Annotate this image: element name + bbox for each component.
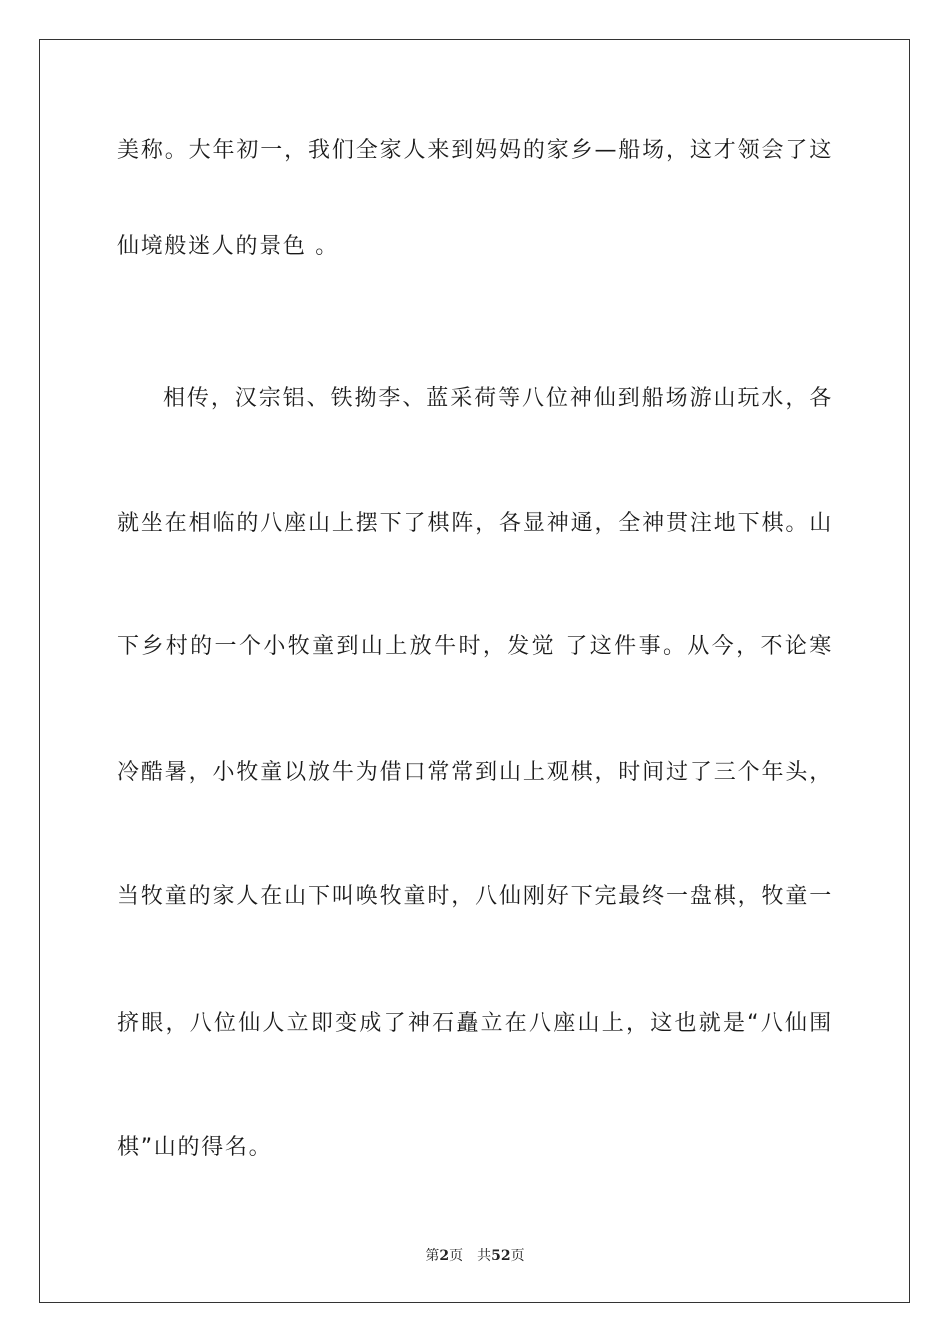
paragraph-line: 就坐在相临的八座山上摆下了棋阵，各显神通，全神贯注地下棋。山 <box>117 511 833 536</box>
total-prefix: 共 <box>477 1248 492 1264</box>
page-number: 2 <box>439 1248 450 1264</box>
paragraph-line: 美称。大年初一，我们全家人来到妈妈的家乡—船场，这才领会了这 <box>117 138 833 163</box>
paragraph-line: 相传，汉宗铝、铁拗李、蓝采荷等八位神仙到船场游山玩水，各 <box>163 386 833 411</box>
total-suffix: 页 <box>510 1248 525 1264</box>
page-border <box>39 39 910 1303</box>
page-footer <box>0 1246 950 1266</box>
paragraph-line: 仙境般迷人的景色 。 <box>117 234 339 259</box>
paragraph-line: 棋”山的得名。 <box>117 1135 273 1160</box>
paragraph-line: 冷酷暑，小牧童以放牛为借口常常到山上观棋，时间过了三个年头， <box>117 760 833 785</box>
page-prefix: 第 <box>425 1248 440 1264</box>
paragraph-line: 当牧童的家人在山下叫唤牧童时，八仙刚好下完最终一盘棋，牧童一 <box>117 884 833 909</box>
paragraph-line: 挤眼，八位仙人立即变成了神石矗立在八座山上，这也就是“八仙围 <box>117 1011 833 1036</box>
paragraph-line: 下乡村的一个小牧童到山上放牛时，发觉 了这件事。从今，不论寒 <box>117 634 833 659</box>
total-pages: 52 <box>491 1248 511 1264</box>
page-suffix: 页 <box>449 1248 464 1264</box>
